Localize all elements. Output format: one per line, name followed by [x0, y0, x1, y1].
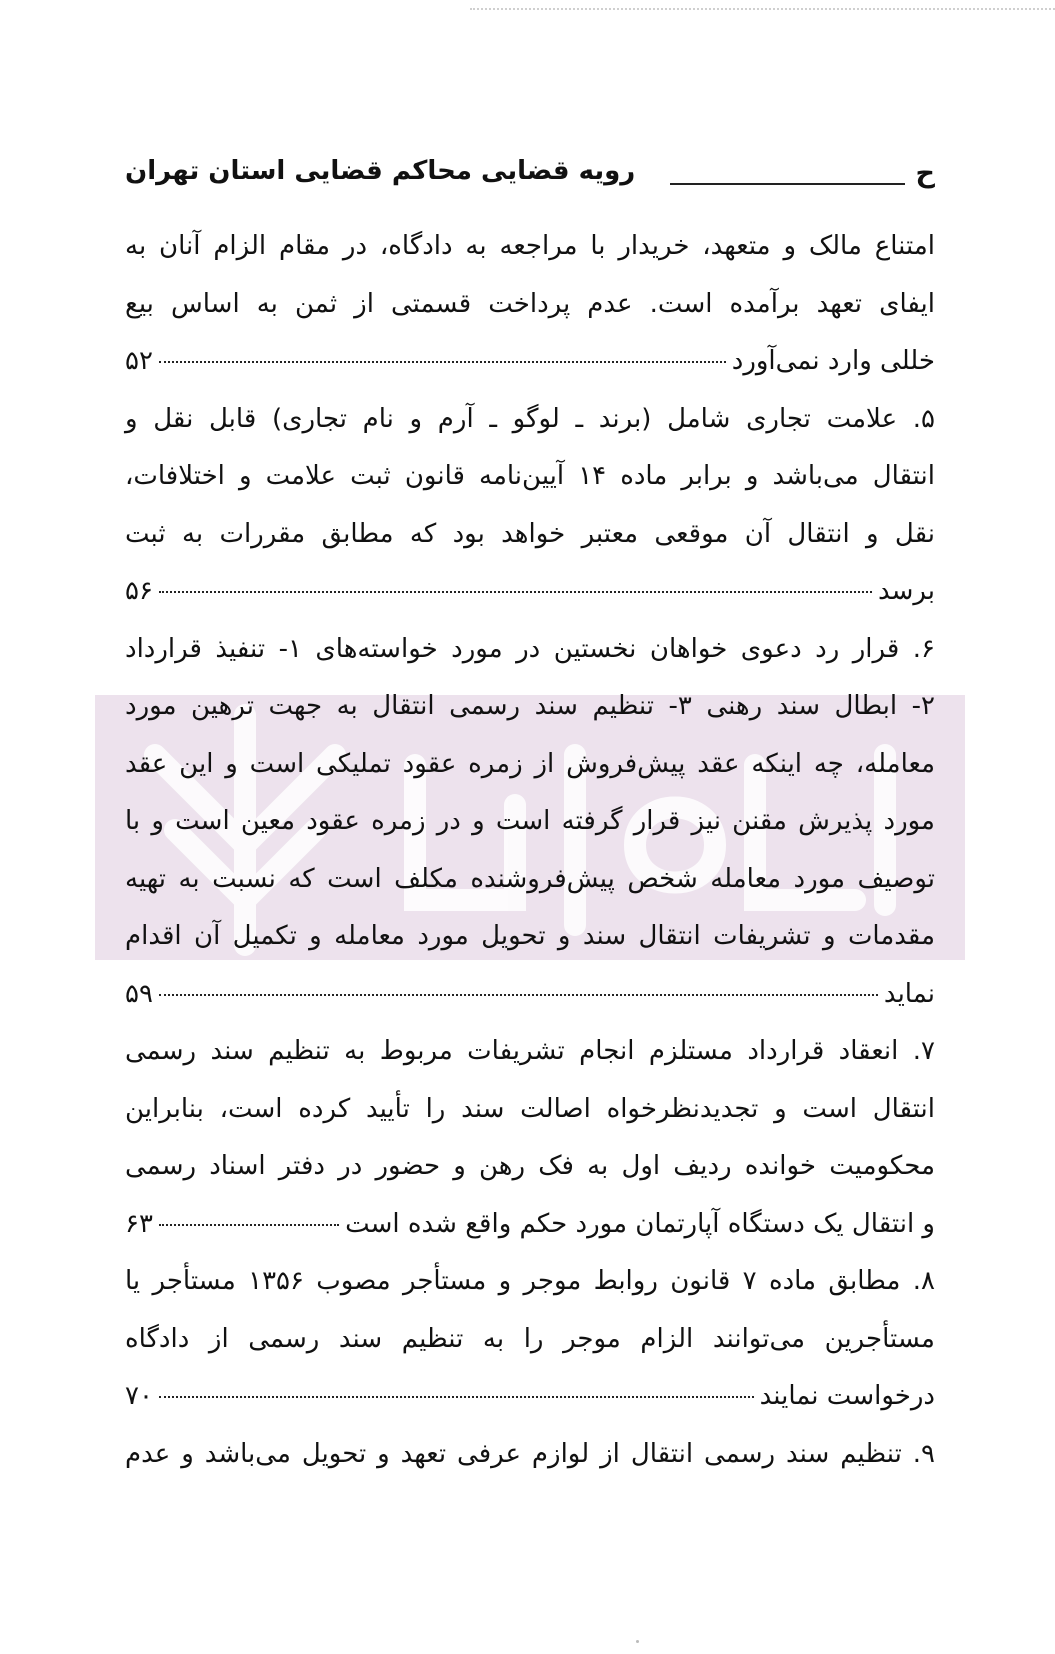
header-rule [670, 183, 905, 185]
text-line: معامله، چه اینکه عقد پیش‌فروش از زمره عقود تملیکی است و این عقد [125, 748, 935, 779]
text-line: ۶. قرار رد دعوی خواهان نخستین در مورد خواسته‌های ۱- تنفیذ قرارداد [125, 633, 935, 664]
text-line: امتناع مالک و متعهد، خریدار با مراجعه به دادگاه، در مقام الزام آنان به [125, 231, 935, 261]
leader-dots [159, 1396, 754, 1398]
text-line: ایفای تعهد برآمده است. عدم پرداخت قسمتی از ثمن به اساس بیع [125, 288, 935, 319]
text-line: ۵. علامت تجاری شامل (برند ـ لوگو ـ آرم و نام تجاری) قابل نقل و [125, 403, 935, 434]
toc-entry-line: برسد ۵۶ [125, 563, 935, 621]
text-line: توصیف مورد معامله شخص پیش‌فروشنده مکلف است که نسبت به تهیه [125, 863, 935, 894]
leader-dots [159, 994, 878, 996]
text-line: نقل و انتقال آن موقعی معتبر خواهد بود که مطابق مقررات به ثبت [125, 518, 935, 549]
page-number: ۵۶ [125, 576, 153, 606]
toc-entry-line: خللی وارد نمی‌آورد ۵۲ [125, 333, 935, 391]
text-line: ۸. مطابق ماده ۷ قانون روابط موجر و مستأجر مصوب ۱۳۵۶ مستأجر یا [125, 1266, 935, 1296]
text-line: ۹. تنظیم سند رسمی انتقال از لوازم عرفی تعهد و تحویل می‌باشد و عدم [125, 1438, 935, 1469]
leader-dots [159, 361, 726, 363]
page-speck [636, 1640, 639, 1643]
header-page-letter: ح [915, 158, 935, 189]
text-line: ۲- ابطال سند رهنی ۳- تنظیم سند رسمی انتقال به جهت ترهین مورد [125, 691, 935, 721]
text-line: ۷. انعقاد قرارداد مستلزم انجام تشریفات مربوط به تنظیم سند رسمی [125, 1036, 935, 1066]
text-line: مقدمات و تشریفات انتقال سند و تحویل مورد معامله و تکمیل آن اقدام [125, 921, 935, 951]
page-number: ۶۳ [125, 1208, 153, 1239]
text-line: انتقال می‌باشد و برابر ماده ۱۴ آیین‌نامه قانون ثبت علامت و اختلافات، [125, 461, 935, 491]
text-line: مورد پذیرش مقنن نیز قرار گرفته است و در زمره عقود معین است و با [125, 806, 935, 836]
header-title: رویه قضایی محاکم قضایی استان تهران [125, 156, 636, 186]
page-number: ۷۰ [125, 1381, 153, 1411]
text-line: مستأجرین می‌توانند الزام موجر را به تنظیم سند رسمی از دادگاه [125, 1323, 935, 1354]
page-header [125, 150, 935, 200]
toc-entry-line: نماید ۵۹ [125, 966, 935, 1024]
text-line: انتقال است و تجدیدنظرخواه اصالت سند را تأیید کرده است، بنابراین [125, 1093, 935, 1124]
text-line: محکومیت خوانده ردیف اول به فک رهن و حضور در دفتر اسناد رسمی [125, 1151, 935, 1181]
leader-dots [159, 1224, 339, 1226]
top-edge-mark [470, 8, 1055, 14]
page-number: ۵۲ [125, 346, 153, 376]
page-number: ۵۹ [125, 978, 153, 1009]
toc-body [125, 218, 935, 1483]
toc-entry-line: درخواست نمایند ۷۰ [125, 1368, 935, 1426]
toc-entry-line: و انتقال یک دستگاه آپارتمان مورد حکم واقع شده است ۶۳ [125, 1196, 935, 1254]
leader-dots [159, 591, 872, 593]
